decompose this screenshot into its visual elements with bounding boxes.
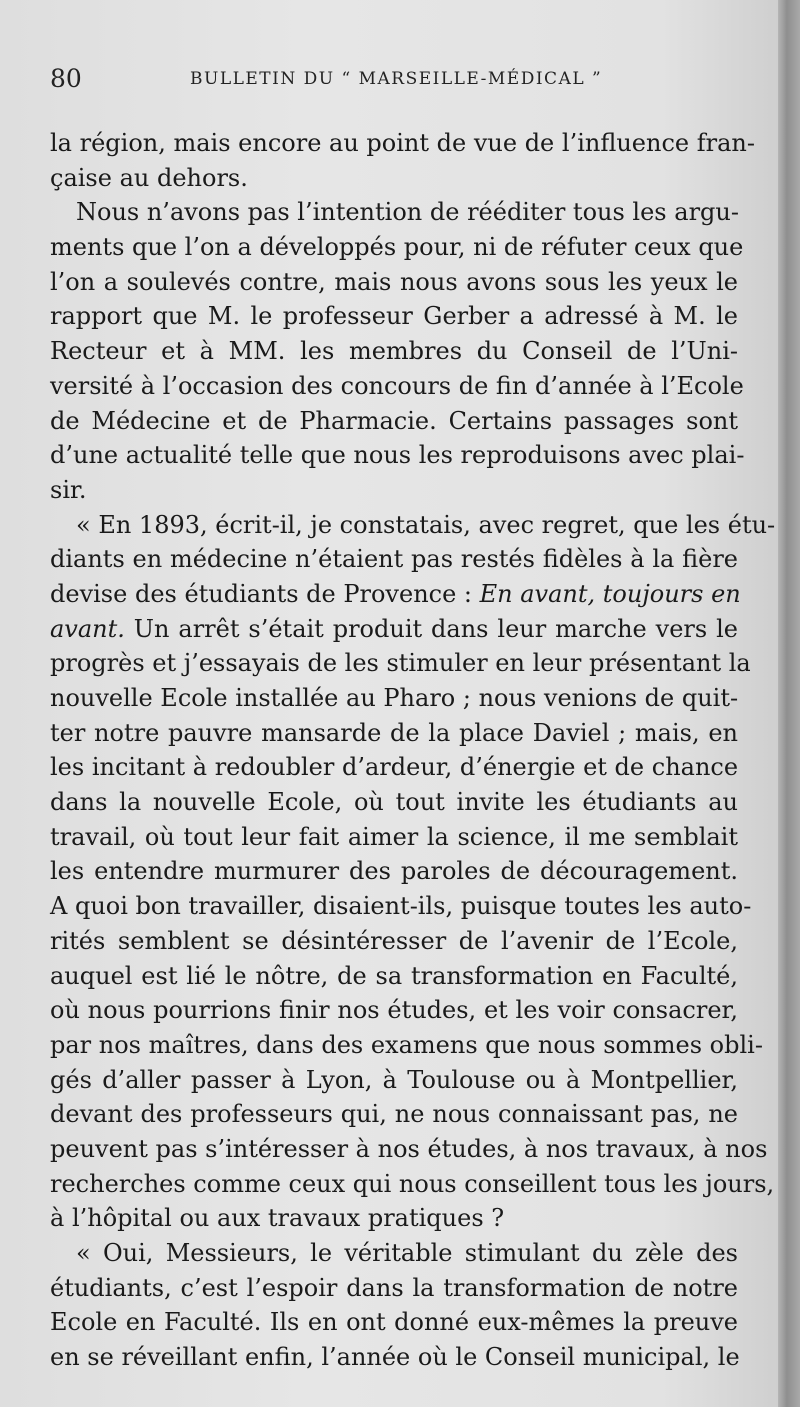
- text-line: progrès et j’essayais de les stimuler en leur présentant la: [50, 649, 751, 678]
- text-line: travail, où tout leur fait aimer la science, il me semblait: [50, 822, 738, 851]
- text-line: dans la nouvelle Ecole, où tout invite les étudiants au: [50, 788, 738, 817]
- text-line: la région, mais encore au point de vue de l’influence fran-: [50, 129, 755, 157]
- text-line: ments que l’on a développés pour, ni de réfuter ceux que: [50, 233, 744, 262]
- text-line: l’on a soulevés contre, mais nous avons sous les yeux le: [50, 267, 738, 296]
- text-line: où nous pourrions finir nos études, et les voir consacrer,: [50, 996, 738, 1025]
- text-line: « Oui, Messieurs, le véritable stimulant du zèle des: [76, 1239, 738, 1267]
- page-number: 80: [50, 64, 82, 93]
- text-line: les incitant à redoubler d’ardeur, d’énergie et de chance: [50, 753, 739, 782]
- text-line: étudiants, c’est l’espoir dans la transformation de notre: [50, 1273, 738, 1302]
- running-title: BULLETIN DU “ MARSEILLE-MÉDICAL ”: [190, 69, 603, 89]
- text-line: rités semblent se désintéresser de l’avenir de l’Ecole,: [50, 926, 738, 955]
- text-line: ter notre pauvre mansarde de la place Daviel ; mais, en: [50, 718, 738, 747]
- text-line: rapport que M. le professeur Gerber a adressé à M. le: [50, 302, 738, 331]
- text-line: recherches comme ceux qui nous conseillent tous les jours,: [50, 1169, 775, 1198]
- text-line: peuvent pas s’intéresser à nos études, à nos travaux, à nos: [50, 1134, 768, 1163]
- text-line: versité à l’occasion des concours de fin d’année à l’Ecole: [50, 371, 744, 400]
- text-line: les entendre murmurer des paroles de découragement.: [50, 857, 738, 886]
- text-line: gés d’aller passer à Lyon, à Toulouse ou à Montpellier,: [50, 1065, 738, 1094]
- text-line: devant des professeurs qui, ne nous connaissant pas, ne: [50, 1100, 738, 1129]
- text-line: Nous n’avons pas l’intention de rééditer tous les argu-: [76, 198, 739, 227]
- text-line: par nos maîtres, dans des examens que nous sommes obli-: [50, 1030, 763, 1059]
- text-line: à l’hôpital ou aux travaux pratiques ?: [50, 1204, 505, 1233]
- page-edge-shadow: [778, 0, 800, 1407]
- text-line: diants en médecine n’étaient pas restés fidèles à la fière: [50, 545, 738, 574]
- text-line: nouvelle Ecole installée au Pharo ; nous venions de quit-: [50, 684, 739, 712]
- text-line: auquel est lié le nôtre, de sa transformation en Faculté,: [50, 961, 738, 990]
- italic-phrase: avant.: [50, 614, 125, 643]
- text-line: Recteur et à MM. les membres du Conseil de l’Uni-: [50, 337, 738, 366]
- text-line: devise des étudiants de Provence : En avant, toujours en: [50, 579, 741, 608]
- text-line: çaise au dehors.: [50, 163, 248, 192]
- text-line: de Médecine et de Pharmacie. Certains passages sont: [50, 406, 738, 435]
- running-head: [50, 64, 740, 100]
- body-text: [50, 126, 776, 1375]
- text-line: sir.: [50, 475, 87, 504]
- text-line: d’une actualité telle que nous les reproduisons avec plai-: [50, 441, 745, 470]
- text-line: avant. Un arrêt s’était produit dans leur marche vers le: [50, 614, 738, 643]
- text-line: A quoi bon travailler, disaient-ils, puisque toutes les auto-: [50, 892, 752, 921]
- text-line: en se réveillant enfin, l’année où le Conseil municipal, le: [50, 1343, 740, 1372]
- italic-phrase: En avant, toujours en: [479, 579, 741, 608]
- text-line: Ecole en Faculté. Ils en ont donné eux-mêmes la preuve: [50, 1308, 738, 1337]
- text-line: « En 1893, écrit-il, je constatais, avec regret, que les étu-: [76, 510, 776, 539]
